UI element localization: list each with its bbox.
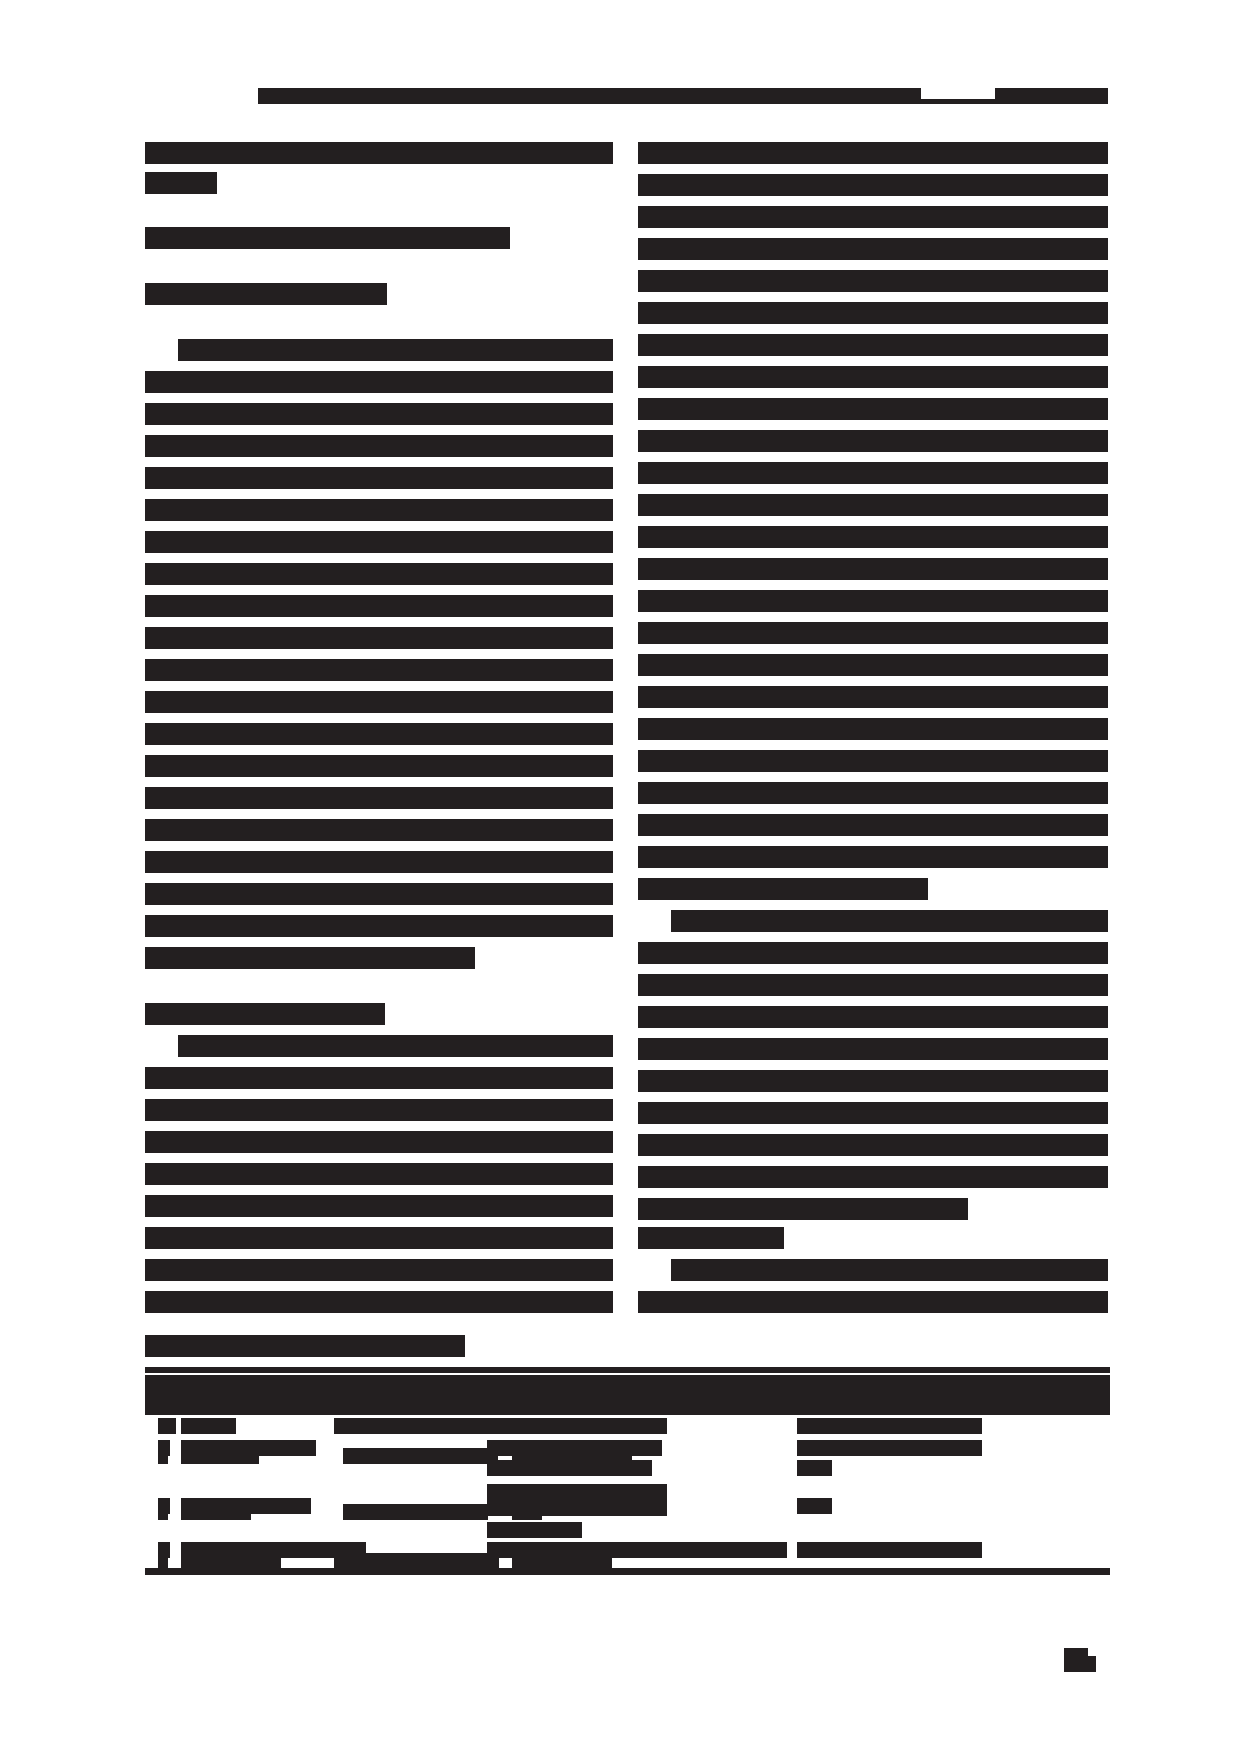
text-line-redaction: [671, 910, 1108, 932]
text-line-redaction: [638, 270, 1108, 292]
text-line-redaction: [145, 1131, 613, 1153]
text-line-redaction: [145, 435, 613, 457]
table-cell-redaction: [181, 1418, 236, 1434]
table-cell-redaction: [487, 1440, 662, 1456]
table-cell-redaction: [797, 1498, 832, 1514]
subsection-heading-redaction: [638, 1227, 784, 1249]
text-line-redaction: [145, 947, 475, 969]
subsection-heading-redaction: [145, 1003, 385, 1025]
table-cell-redaction: [181, 1498, 311, 1514]
table-cell-redaction: [487, 1460, 652, 1476]
running-header-redaction: [258, 88, 921, 104]
text-line-redaction: [145, 915, 613, 937]
text-line-redaction: [145, 1163, 613, 1185]
text-line-redaction: [638, 622, 1108, 644]
text-line-redaction: [145, 371, 613, 393]
table-cell-redaction: [487, 1542, 787, 1558]
section-heading-redaction: [145, 227, 510, 249]
text-line-redaction: [638, 750, 1108, 772]
text-line-redaction: [145, 1067, 613, 1089]
text-line-redaction: [145, 1099, 613, 1121]
text-line-redaction: [638, 878, 928, 900]
table-cell-redaction: [158, 1542, 170, 1558]
text-line-redaction: [638, 302, 1108, 324]
text-line-redaction: [671, 1259, 1108, 1281]
text-line-redaction: [638, 494, 1108, 516]
text-line-redaction: [638, 974, 1108, 996]
text-line-redaction: [638, 1038, 1108, 1060]
table-cell-redaction: [158, 1440, 170, 1456]
table-top-rule: [145, 1367, 1110, 1373]
text-line-redaction: [145, 659, 613, 681]
text-line-redaction: [638, 334, 1108, 356]
text-line-redaction: [638, 814, 1108, 836]
text-line-redaction: [178, 339, 613, 361]
text-line-redaction: [638, 462, 1108, 484]
text-line-redaction: [145, 499, 613, 521]
text-line-redaction: [638, 430, 1108, 452]
text-line-redaction: [145, 1195, 613, 1217]
table-bottom-rule: [145, 1568, 1110, 1575]
text-line-redaction: [638, 1166, 1108, 1188]
table-cell-redaction: [797, 1418, 982, 1434]
text-line-redaction: [638, 206, 1108, 228]
text-line-redaction: [638, 718, 1108, 740]
text-line-redaction: [145, 403, 613, 425]
text-line-redaction: [638, 174, 1108, 196]
text-line-redaction: [145, 172, 217, 194]
text-line-redaction: [145, 819, 613, 841]
table-cell-redaction: [797, 1460, 832, 1476]
table-cell-redaction: [487, 1418, 667, 1434]
running-header-redaction: [920, 99, 995, 104]
text-line-redaction: [638, 782, 1108, 804]
subsection-heading-redaction: [145, 283, 387, 305]
text-line-redaction: [638, 942, 1108, 964]
table-cell-redaction: [487, 1522, 582, 1538]
text-line-redaction: [638, 1198, 968, 1220]
text-line-redaction: [638, 654, 1108, 676]
table-cell-redaction: [343, 1448, 498, 1464]
table-cell-redaction: [158, 1498, 170, 1514]
page-number-redaction: [1064, 1648, 1088, 1672]
text-line-redaction: [145, 787, 613, 809]
table-cell-redaction: [343, 1504, 488, 1520]
table-cell-redaction: [797, 1542, 982, 1558]
table-cell-redaction: [158, 1418, 170, 1434]
page-number-redaction: [1088, 1656, 1096, 1672]
table-cell-redaction: [181, 1542, 366, 1558]
text-line-redaction: [638, 558, 1108, 580]
table-header-redaction: [145, 1375, 1110, 1412]
text-line-redaction: [638, 686, 1108, 708]
text-line-redaction: [145, 883, 613, 905]
text-line-redaction: [638, 846, 1108, 868]
text-line-redaction: [638, 238, 1108, 260]
text-line-redaction: [638, 526, 1108, 548]
table-cell-redaction: [181, 1440, 316, 1456]
text-line-redaction: [638, 1134, 1108, 1156]
text-line-redaction: [638, 366, 1108, 388]
text-line-redaction: [145, 691, 613, 713]
table-cell-redaction: [797, 1440, 982, 1456]
text-line-redaction: [145, 467, 613, 489]
text-line-redaction: [145, 595, 613, 617]
text-line-redaction: [178, 1035, 613, 1057]
text-line-redaction: [145, 1259, 613, 1281]
text-line-redaction: [145, 723, 613, 745]
table-cell-redaction: [334, 1418, 496, 1434]
table-header-rule: [145, 1412, 1110, 1415]
text-line-redaction: [638, 1070, 1108, 1092]
text-line-redaction: [638, 1291, 1108, 1313]
text-line-redaction: [638, 590, 1108, 612]
text-line-redaction: [145, 563, 613, 585]
text-line-redaction: [145, 1227, 613, 1249]
running-header-redaction: [995, 88, 1108, 104]
text-line-redaction: [145, 1291, 613, 1313]
text-line-redaction: [145, 142, 613, 164]
text-line-redaction: [638, 398, 1108, 420]
text-line-redaction: [145, 531, 613, 553]
table-cell-redaction: [487, 1498, 647, 1514]
text-line-redaction: [145, 755, 613, 777]
table-caption-redaction: [145, 1335, 465, 1357]
text-line-redaction: [145, 851, 613, 873]
text-line-redaction: [638, 142, 1108, 164]
text-line-redaction: [638, 1006, 1108, 1028]
text-line-redaction: [638, 1102, 1108, 1124]
text-line-redaction: [145, 627, 613, 649]
